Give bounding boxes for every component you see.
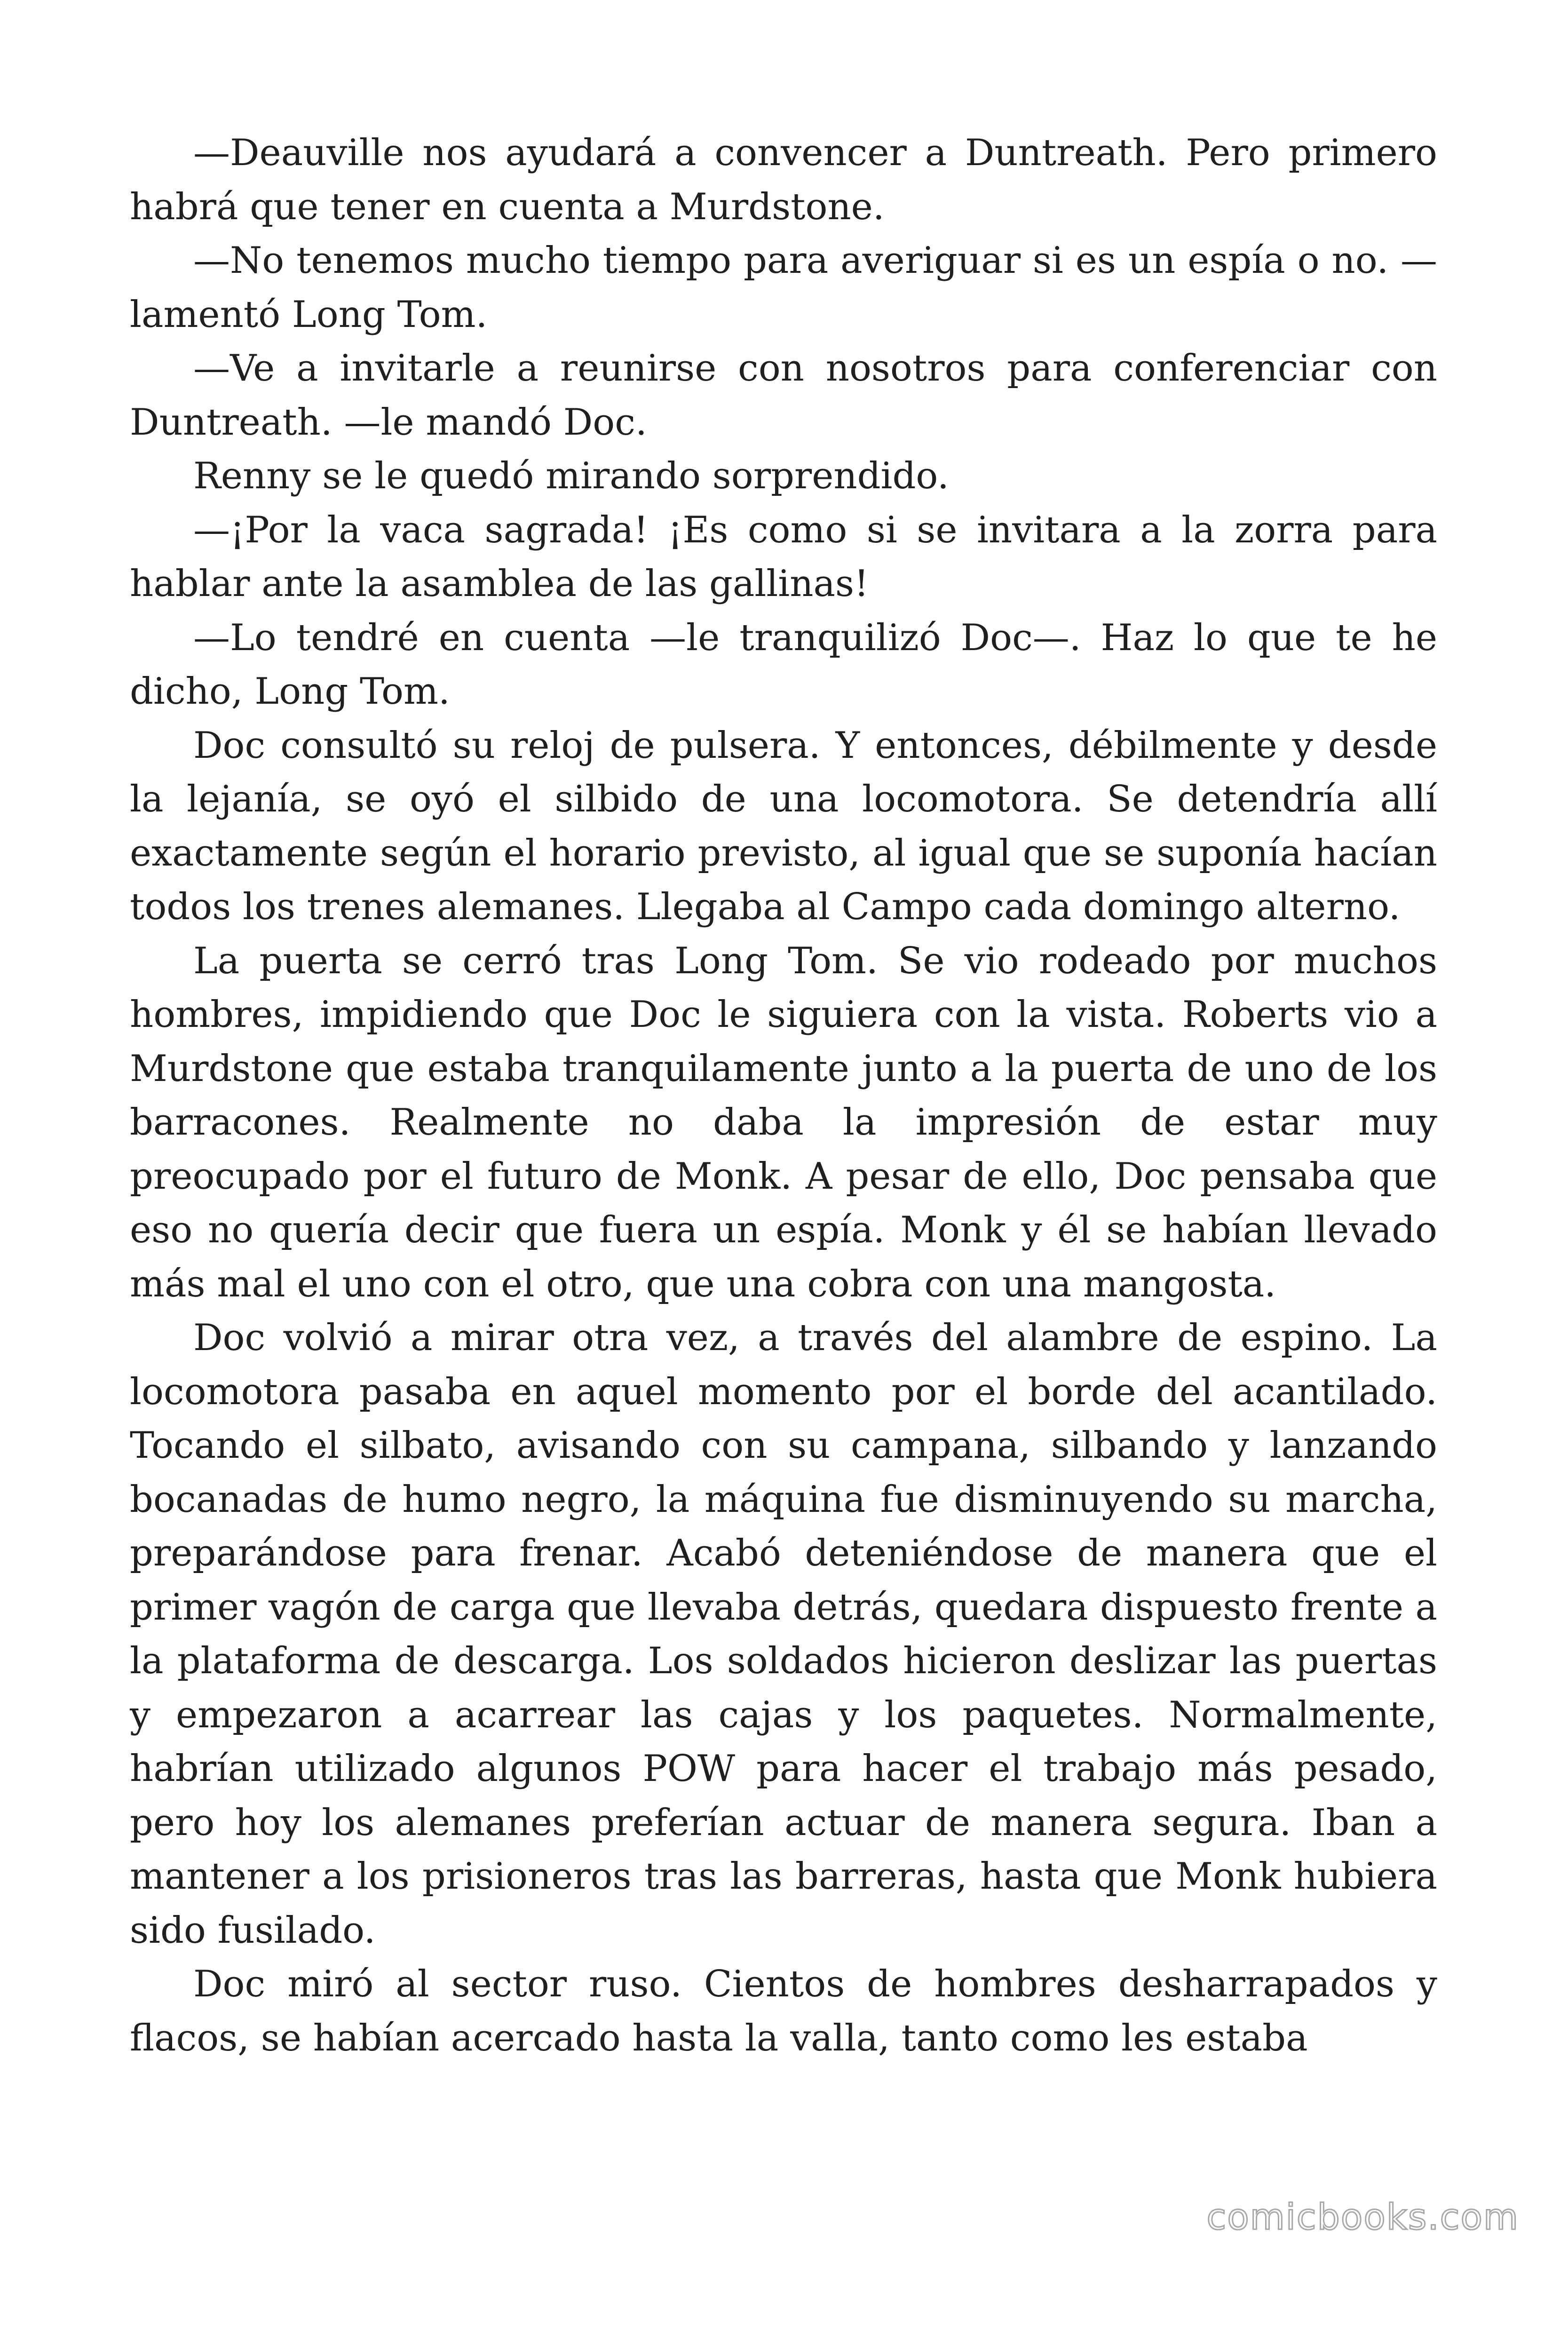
paragraph: —¡Por la vaca sagrada! ¡Es como si se invitara a la zorra para hablar ante la asamblea de las gallinas!: [130, 509, 1437, 605]
paragraph: Doc consultó su reloj de pulsera. Y entonces, débilmente y desde la lejanía, se oyó el silbido de una locomotora. Se detendría allí exactamente según el horario previsto, al igual que se suponía hacían todos los trenes alemanes. Llegaba al Campo cada domingo alterno.: [130, 724, 1437, 928]
paragraph: Doc volvió a mirar otra vez, a través del alambre de espino. La locomotora pasaba en aquel momento por el borde del acantilado. Tocando el silbato, avisando con su campana, silbando y lanzando bocanadas de humo negro, la máquina fue disminuyendo su marcha, preparándose para frenar. Acabó deteniéndose de manera que el primer vagón de carga que llevaba detrás, quedara dispuesto frente a la plataforma de descarga. Los soldados hicieron deslizar las puertas y empezaron a acarrear las cajas y los paquetes. Normalmente, habrían utilizado algunos POW para hacer el trabajo más pesado, pero hoy los alemanes preferían actuar de manera segura. Iban a mantener a los prisioneros tras las barreras, hasta que Monk hubiera sido fusilado.: [130, 1317, 1437, 1952]
paragraph: Doc miró al sector ruso. Cientos de hombres desharrapados y flacos, se habían acercado hasta la valla, tanto como les estaba: [130, 1963, 1437, 2059]
page-text: [130, 126, 1437, 2065]
paragraph: —Lo tendré en cuenta —le tranquilizó Doc—. Haz lo que te he dicho, Long Tom.: [130, 616, 1437, 713]
watermark: comicbooks.com: [1206, 2196, 1519, 2238]
paragraph: —Ve a invitarle a reunirse con nosotros para conferenciar con Duntreath. —le mandó Doc.: [130, 347, 1437, 444]
paragraph: La puerta se cerró tras Long Tom. Se vio rodeado por muchos hombres, impidiendo que Doc le siguiera con la vista. Roberts vio a Murdstone que estaba tranquilamente junto a la puerta de uno de los barracones. Realmente no daba la impresión de estar muy preocupado por el futuro de Monk. A pesar de ello, Doc pensaba que eso no quería decir que fuera un espía. Monk y él se habían llevado más mal el uno con el otro, que una cobra con una mangosta.: [130, 939, 1437, 1305]
paragraph: —Deauville nos ayudará a convencer a Duntreath. Pero primero habrá que tener en cuenta a Murdstone.: [130, 132, 1437, 228]
paragraph: —No tenemos mucho tiempo para averiguar si es un espía o no. —lamentó Long Tom.: [130, 239, 1437, 336]
paragraph: Renny se le quedó mirando sorprendido.: [193, 455, 949, 497]
